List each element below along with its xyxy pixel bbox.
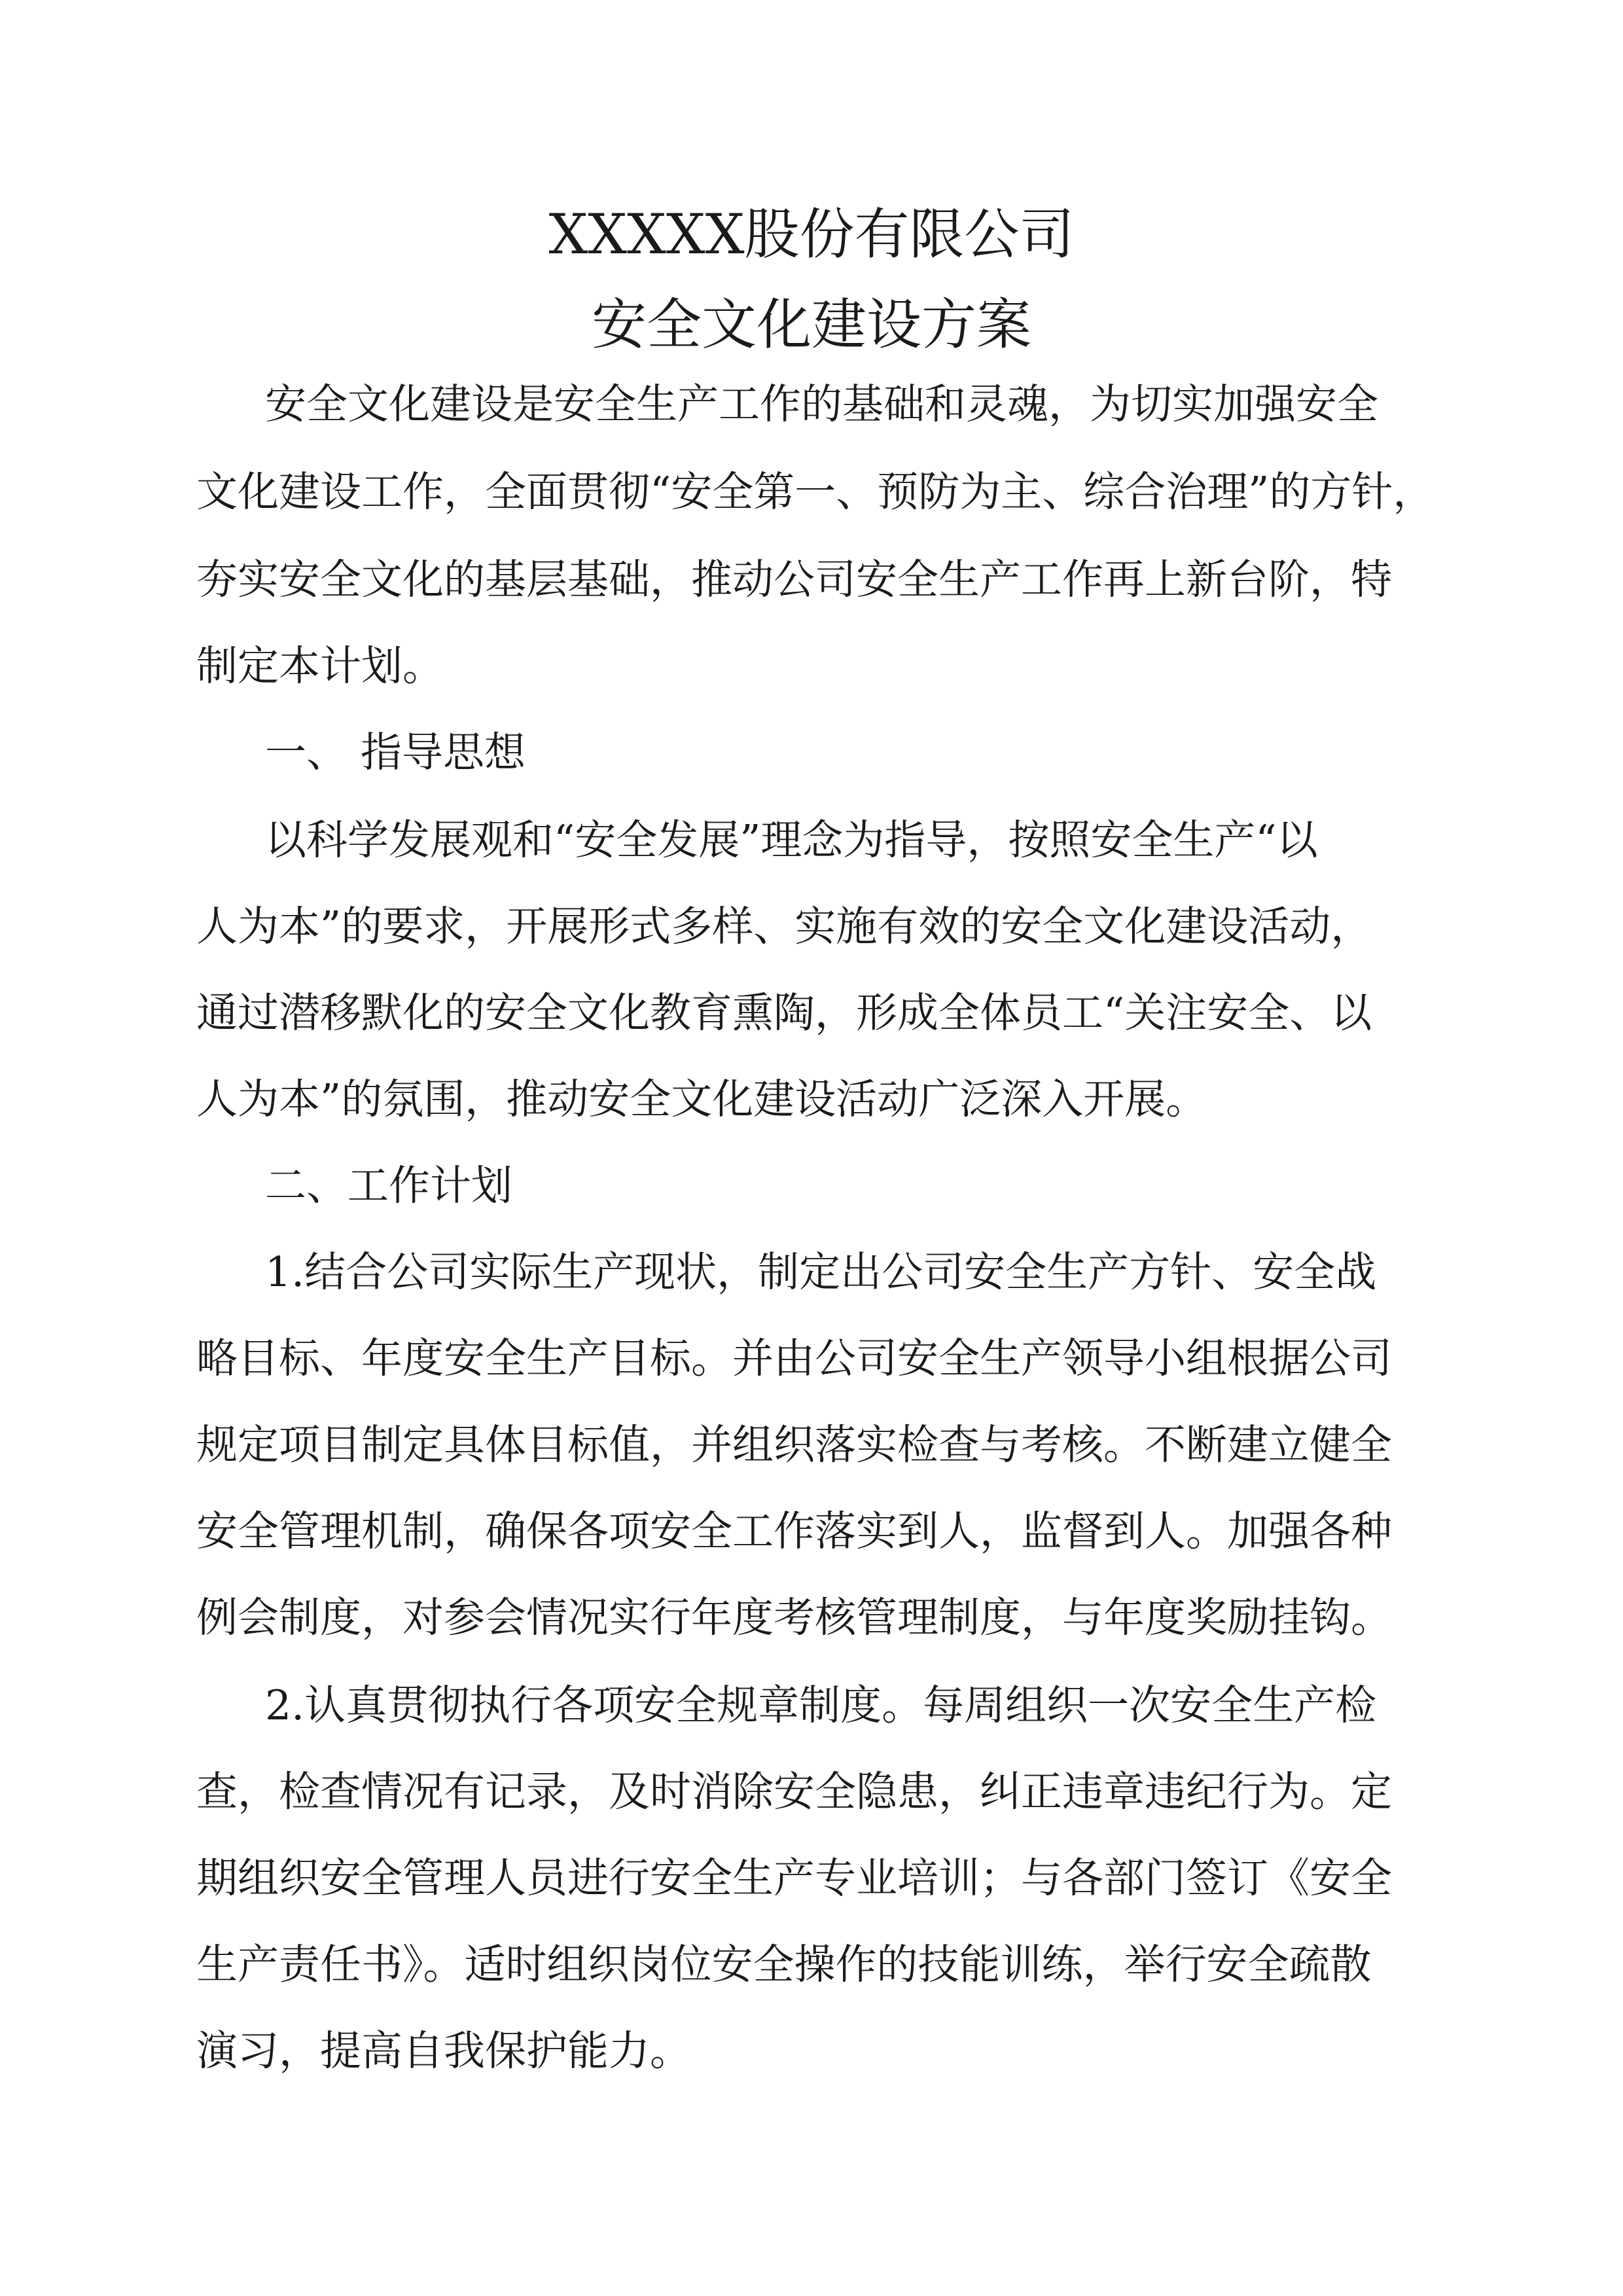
paragraph-line: 文化建设工作，全面贯彻“安全第一、预防为主、综合治理”的方针，: [196, 468, 1435, 516]
paragraph-line: 生产责任书》。适时组织岗位安全操作的技能训练，举行安全疏散: [196, 1941, 1372, 1988]
section-heading-work-plan: 二、工作计划: [265, 1162, 512, 1210]
paragraph-line: 人为本”的要求，开展形式多样、实施有效的安全文化建设活动，: [196, 903, 1372, 950]
paragraph-line: 规定项目制定具体目标值，并组织落实检查与考核。不断建立健全: [196, 1421, 1392, 1469]
paragraph-line: 2.认真贯彻执行各项安全规章制度。每周组织一次安全生产检: [265, 1681, 1377, 1729]
paragraph-line: 查，检查情况有记录，及时消除安全隐患，纠正违章违纪行为。定: [196, 1768, 1392, 1816]
paragraph-line: 安全文化建设是安全生产工作的基础和灵魂，为切实加强安全: [265, 380, 1378, 428]
section-heading-guiding-thought: 一、 指导思想: [265, 728, 526, 776]
paragraph-line: 安全管理机制，确保各项安全工作落实到人，监督到人。加强各种: [196, 1507, 1392, 1555]
paragraph-line: 制定本计划。: [196, 642, 444, 690]
document-title-plan: 安全文化建设方案: [591, 293, 1031, 357]
paragraph-line: 以科学发展观和“安全发展”理念为指导，按照安全生产“以: [265, 816, 1318, 864]
paragraph-line: 夯实安全文化的基层基础，推动公司安全生产工作再上新台阶，特: [196, 556, 1392, 603]
paragraph-line: 通过潜移默化的安全文化教育熏陶，形成全体员工“关注安全、以: [196, 989, 1372, 1037]
paragraph-line: 1.结合公司实际生产现状，制定出公司安全生产方针、安全战: [265, 1248, 1377, 1296]
paragraph-line: 略目标、年度安全生产目标。并由公司安全生产领导小组根据公司: [196, 1335, 1392, 1382]
paragraph-line: 人为本”的氛围，推动安全文化建设活动广泛深入开展。: [196, 1075, 1207, 1123]
paragraph-line: 演习，提高自我保护能力。: [196, 2027, 691, 2075]
paragraph-line: 例会制度，对参会情况实行年度考核管理制度，与年度奖励挂钩。: [196, 1594, 1392, 1641]
paragraph-line: 期组织安全管理人员进行安全生产专业培训；与各部门签订《安全: [196, 1854, 1392, 1902]
document-title-company: XXXXX股份有限公司: [548, 202, 1075, 266]
